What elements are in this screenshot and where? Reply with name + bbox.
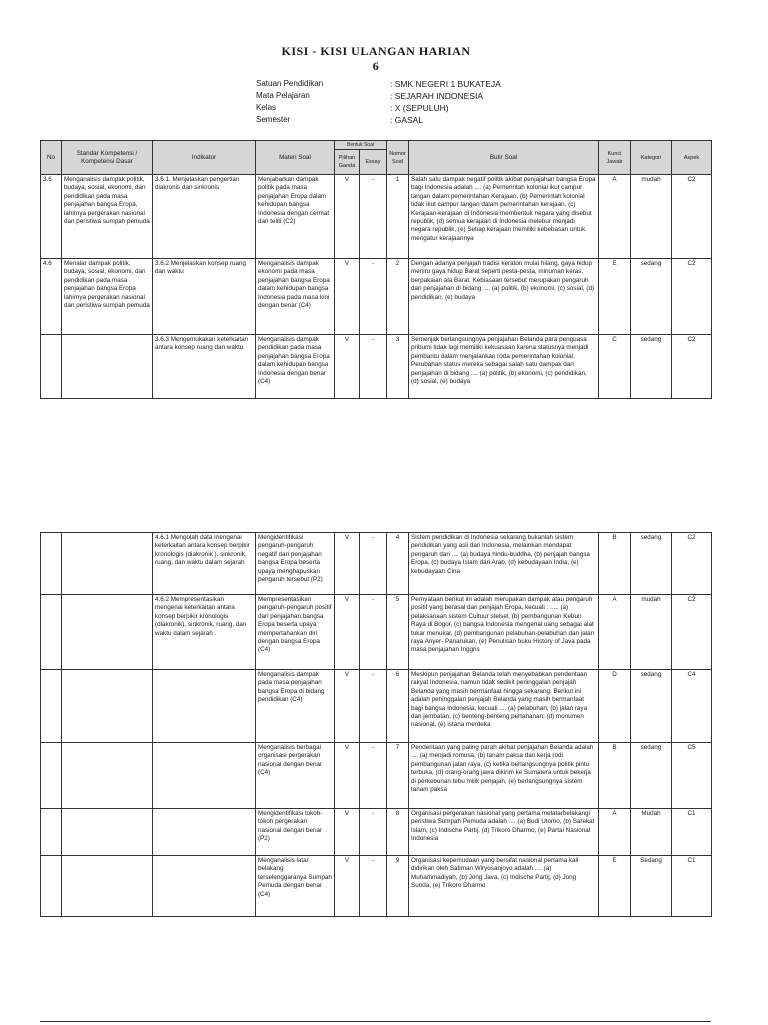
- header-materi: Materi Soal: [256, 141, 335, 175]
- butir-text: Pernyataan berikut ini adalah merupakan dampak atau pengaruh positif yang berasal dari penjajah Eropa, kecuali : ..... (a) pelaksanaan sistem Cultuur stelsel, (b) pembangunan Kebun Raya di Bogor, (c) bangsa Indonesia mengenal uang sebagai alat tukar menukar, (d) pembangunan pelabuhan-pelabuhan dan jalan raya Anyer- Panarukan, (e) Penulisan buku History of Java pada masa penjajahan Inggris: [411, 596, 595, 654]
- cell-pilihan-ganda: V: [335, 259, 360, 335]
- cell-indikator: 4.6.1 Mengolah data mengenai keterkaitan antara konsep berpikir kronologis (diakronik ), sinkronik, ruang, dan waktu dalam sejarah: [153, 533, 256, 595]
- cell-butir-soal: [409, 175, 599, 259]
- table-row: [41, 533, 712, 595]
- cell-materi: Menjabarkan dampak politik pada masa penjajahan Eropa dalam kehidupan bangsa Indonesia dengan cermat dan teliti (C2): [256, 175, 335, 259]
- meta-value: : SEJARAH INDONESIA: [390, 91, 484, 101]
- table-row: [41, 743, 712, 809]
- cell-sk-kd: [62, 533, 153, 595]
- cell-kunci: A: [599, 175, 631, 259]
- cell-aspek: C2: [672, 595, 712, 670]
- cell-materi: Menganalisis dampak pendidikan pada masa penjajahan bangsa Eropa dalam kehidupan bangsa Indonesia dengan benar (C4): [256, 335, 335, 399]
- cell-butir-soal: [409, 856, 599, 917]
- cell-no: [41, 809, 62, 856]
- header-essay: Essay: [360, 150, 387, 175]
- butir-text: Semenjak berlangsungnya penjajahan Belanda para penguasa pribumi tidak lagi memiliki kekuasaan karena statusnya menjadi pembantu dalam menjalankan roda pemerintahan kolonial. Perubahan status mereka sebagai salah satu dampak dari penjajahan di bidang .... (a) politik, (b) ekonomi, (c) pendidikan, (d) sosial, (e) budaya: [411, 336, 589, 386]
- cell-sk-kd: [62, 743, 153, 809]
- cell-no: [41, 533, 62, 595]
- header-pilihan-ganda: Pilihan Ganda: [335, 150, 360, 175]
- header-sk-kd: Standar Kompetensi / Kompetensi Dasar: [62, 141, 153, 175]
- cell-pilihan-ganda: V: [335, 533, 360, 595]
- table-row: [41, 335, 712, 399]
- table-row: [41, 259, 712, 335]
- cell-no: [41, 670, 62, 743]
- cell-no: [41, 335, 62, 399]
- cell-indikator: 4.6.2 Mempresentasikan mengenai keterkaitan antara konsep berpikir kronologis (diakronik), sinkronik, ruang, dan waktu dalam sejarah .: [153, 595, 256, 670]
- meta-value: : X (SEPULUH): [390, 103, 449, 113]
- cell-no: [41, 743, 62, 809]
- cell-sk-kd: [62, 595, 153, 670]
- cell-indikator: 3.6.2 Menjelaskan konsep ruang dan waktu: [153, 259, 256, 335]
- cell-materi: Menganalisis dampak pada masa penjajahan bangsa Eropa di bidang pendidikan (C4): [256, 670, 335, 743]
- butir-text: Salah satu dampak negatif politik akibat penjajahan bangsa Eropa bagi Indonesia adalah .... (a) Pemerintah kolonial ikut campur tangan dalam pemerintahan Kerajaan, (b) Pemerintah kolonial tidak ikut campur tangan dalam pemerintahan kerajaan, (c) Kerajaan-kerajaan di Indonesia membentuk negara yang disebut republik, (d) semua kerajaan di Indonesia melebur menjadi negara republik, (e) Setiap kerajaan memiliki kebebasan untuk mengatur kerajaannya: [411, 176, 596, 242]
- cell-sk-kd: [62, 809, 153, 856]
- cell-kategori: mudah: [631, 595, 672, 670]
- cell-indikator: 3.6.1. Menjelaskan pengertian diakronis dan sinkronis: [153, 175, 256, 259]
- cell-kategori: sedang: [631, 335, 672, 399]
- cell-aspek: C2: [672, 259, 712, 335]
- cell-butir-soal: [409, 533, 599, 595]
- meta-row: [256, 102, 590, 114]
- cell-kunci: E: [599, 259, 631, 335]
- cell-sk-kd: Menganalisis dampak politik, budaya, sosial, ekonomi, dan pendidikan pada masa penjajahan bangsa Eropa, lahirnya pergerakan nasional dan peristiwa sumpah pemuda: [62, 175, 153, 259]
- cell-nomor: 6: [387, 670, 409, 743]
- meta-row: [256, 78, 590, 90]
- cell-kategori: mudah: [631, 175, 672, 259]
- document-meta: [256, 78, 590, 126]
- cell-essay: -: [360, 743, 387, 809]
- table-row: [41, 809, 712, 856]
- cell-butir-soal: [409, 259, 599, 335]
- cell-butir-soal: [409, 595, 599, 670]
- cell-aspek: C2: [672, 533, 712, 595]
- cell-pilihan-ganda: V: [335, 856, 360, 917]
- header-butir-soal: Butir Soal: [409, 141, 599, 175]
- title-line-1: KISI - KISI ULANGAN HARIAN: [281, 44, 471, 58]
- kisi-kisi-table-page2: [40, 532, 712, 917]
- cell-kategori: Sedang: [631, 856, 672, 917]
- meta-row: [256, 114, 590, 126]
- cell-aspek: C1: [672, 856, 712, 917]
- table-row: [41, 595, 712, 670]
- cell-nomor: 9: [387, 856, 409, 917]
- table-row: [41, 856, 712, 917]
- header-no: No: [41, 141, 62, 175]
- cell-sk-kd: Menalar dampak politik, budaya, sosial, ekonomi, dan pendidikan pada masa penjajahan bangsa Eropa lahirnya pergerakan nasional dan peristiwa sumpah pemuda: [62, 259, 153, 335]
- cell-materi: Mempresentasikan pengaruh-pengaruh positif dari penjajahan bangsa Eropa beserta upaya mempertahankan diri dengan bangsa Eropa (C4): [256, 595, 335, 670]
- cell-nomor: 5: [387, 595, 409, 670]
- cell-essay: -: [360, 856, 387, 917]
- cell-indikator: [153, 743, 256, 809]
- cell-kategori: sedang: [631, 533, 672, 595]
- cell-kunci: B: [599, 743, 631, 809]
- cell-indikator: [153, 670, 256, 743]
- cell-aspek: C1: [672, 809, 712, 856]
- cell-aspek: C5: [672, 743, 712, 809]
- kisi-kisi-table-page1: [40, 140, 712, 399]
- cell-pilihan-ganda: V: [335, 743, 360, 809]
- cell-essay: -: [360, 259, 387, 335]
- cell-butir-soal: [409, 670, 599, 743]
- cell-aspek: C4: [672, 670, 712, 743]
- meta-label: Mata Pelajaran: [256, 91, 310, 100]
- document-title: [0, 44, 752, 74]
- cell-kategori: sedang: [631, 259, 672, 335]
- cell-kategori: sedang: [631, 670, 672, 743]
- butir-text: Sistem pendidikan di Indonesia sekarang bukanlah sistem pendidikan yang asli dari Indonesia, melainkan mendapat pengaruh dari .... (a) budaya hindu-buddha, (b) penjajah bangsa Eropa, (c) budaya Islam dari Arab, (d) kebudayaan India, (e) kebudayaan Cina: [411, 534, 590, 575]
- cell-kunci: E: [599, 856, 631, 917]
- cell-no: 4.6: [41, 259, 62, 335]
- cell-no: 3.6: [41, 175, 62, 259]
- meta-row: [256, 90, 590, 102]
- cell-kunci: D: [599, 670, 631, 743]
- cell-no: [41, 856, 62, 917]
- cell-butir-soal: [409, 335, 599, 399]
- cell-pilihan-ganda: V: [335, 175, 360, 259]
- cell-no: [41, 595, 62, 670]
- cell-materi: Menganalisis berbagai organisasi pergerakan nasional dengan benar (C4): [256, 743, 335, 809]
- cell-pilihan-ganda: V: [335, 670, 360, 743]
- cell-sk-kd: [62, 335, 153, 399]
- cell-kunci: C: [599, 335, 631, 399]
- header-kategori: Kategori: [631, 141, 672, 175]
- cell-essay: -: [360, 533, 387, 595]
- cell-indikator: [153, 809, 256, 856]
- cell-materi: Menganalisis latar belakang terselenggaranya Sumpah Pemuda dengan benar (C4): [256, 856, 335, 917]
- title-line-2: 6: [372, 59, 380, 73]
- butir-text: Organisasi kepemudaan yang bersifat nasional pertama kali didirikan oleh Satiman Wiryosanjoyo adalah .... (a) Muhammadiyah, (b) Jong Java, (c) Indische Partij, (d) Jong Sunda, (e) Trikoro Dharmo: [411, 857, 579, 890]
- cell-nomor: 7: [387, 743, 409, 809]
- cell-indikator: [153, 856, 256, 917]
- next-page-table-edge: [40, 1021, 711, 1025]
- cell-sk-kd: [62, 670, 153, 743]
- header-bentuk-soal: Bentuk Soal: [335, 141, 387, 150]
- cell-kategori: Mudah: [631, 809, 672, 856]
- meta-label: Satuan Pendidikan: [256, 79, 324, 88]
- cell-nomor: 3: [387, 335, 409, 399]
- cell-nomor: 2: [387, 259, 409, 335]
- cell-sk-kd: [62, 856, 153, 917]
- cell-essay: -: [360, 175, 387, 259]
- cell-pilihan-ganda: V: [335, 595, 360, 670]
- cell-nomor: 8: [387, 809, 409, 856]
- cell-kunci: A: [599, 595, 631, 670]
- header-indikator: Indikator: [153, 141, 256, 175]
- cell-aspek: C2: [672, 335, 712, 399]
- cell-kunci: A: [599, 809, 631, 856]
- cell-kunci: B: [599, 533, 631, 595]
- butir-text: Dengan adanya penjajah tradisi keraton mulai hilang, gaya hidup meniru gaya hidup Barat seperti pesta-pesta, minuman keras, berpakaian ala Barat. Kebiasaan tersebut merupakan pengaruh dari penjajahan di bidang .... (a) politik, (b) ekonomi, (c) sosial, (d) pendidikan, (e) budaya: [411, 260, 595, 301]
- cell-butir-soal: [409, 743, 599, 809]
- cell-butir-soal: [409, 809, 599, 856]
- meta-value: : SMK NEGERI 1 BUKATEJA: [390, 79, 501, 89]
- cell-pilihan-ganda: V: [335, 809, 360, 856]
- header-kunci-jawab: Kunci Jawab: [599, 141, 631, 175]
- cell-pilihan-ganda: V: [335, 335, 360, 399]
- cell-nomor: 4: [387, 533, 409, 595]
- cell-essay: -: [360, 670, 387, 743]
- table-row: [41, 175, 712, 259]
- cell-materi: Mengidentifikasi tokoh-tokoh pergerakan nasional dengan benar (P2): [256, 809, 335, 856]
- meta-value: : GASAL: [390, 115, 424, 125]
- meta-label: Kelas: [256, 103, 277, 112]
- butir-text: Organisasi pergerakan nasional yang pertama melatarbelakangi peristiwa Sumpah Pemuda adalah .... (a) Budi Utomo, (b) Sarekat Islam, (c) Indische Partij, (d) Trikoro Dharmo, (e) Partai Nasional Indonesia: [411, 810, 595, 843]
- cell-kategori: sedang: [631, 743, 672, 809]
- cell-essay: -: [360, 809, 387, 856]
- butir-text: Meskipun penjajahan Belanda telah menyebabkan penderitaan rakyat Indonesia, namun tidak sedikit peninggalan penjajah Belanda yang masih bermanfaat hingga sekarang. Berikut ini adalah peninggalan penjajah Belanda yang masih bermanfaat bagi bangsa Indonesia, kecuali .... (a) pelabuhan, (b) jalan raya dan jembatan, (c) benteng-benteng pertahanan, (d) monumen nasional, (e) istana merdeka: [411, 671, 588, 729]
- header-aspek: Aspek: [672, 141, 712, 175]
- meta-label: Semester: [256, 115, 291, 124]
- cell-essay: -: [360, 335, 387, 399]
- cell-materi: Mengidentifikasi pengaruh-pengaruh negatif dari penjajahan bangsa Eropa beserta upaya menghapuskan pengaruh tersebut (P2): [256, 533, 335, 595]
- table-row: [41, 670, 712, 743]
- cell-indikator: 3.6.3 Mengemukakan keterkaitan antara konsep ruang dan waktu: [153, 335, 256, 399]
- cell-aspek: C2: [672, 175, 712, 259]
- cell-nomor: 1: [387, 175, 409, 259]
- cell-essay: -: [360, 595, 387, 670]
- header-nomor-soal: Nomor Soal: [387, 141, 409, 175]
- butir-text: Penderitaan yang paling parah akibat penjajahan Belanda adalah .... (a) menjadi romusa, (b) tanam paksa dan kerja rodi pembangunan jalan raya, (c) ketika berlangsungnya politik pintu terbuka, (d) orang-orang jawa dikirim ke Sumatera untuk bekerja di perkebunan tebu milik penjajah. (e) berlangsungnya sistem tanam paksa: [411, 744, 594, 794]
- cell-materi: Menganalisis dampak ekonomi pada masa penjajahan bangsa Eropa dalam kehidupan bangsa Indonesia pada masa kini dengan benar (C4): [256, 259, 335, 335]
